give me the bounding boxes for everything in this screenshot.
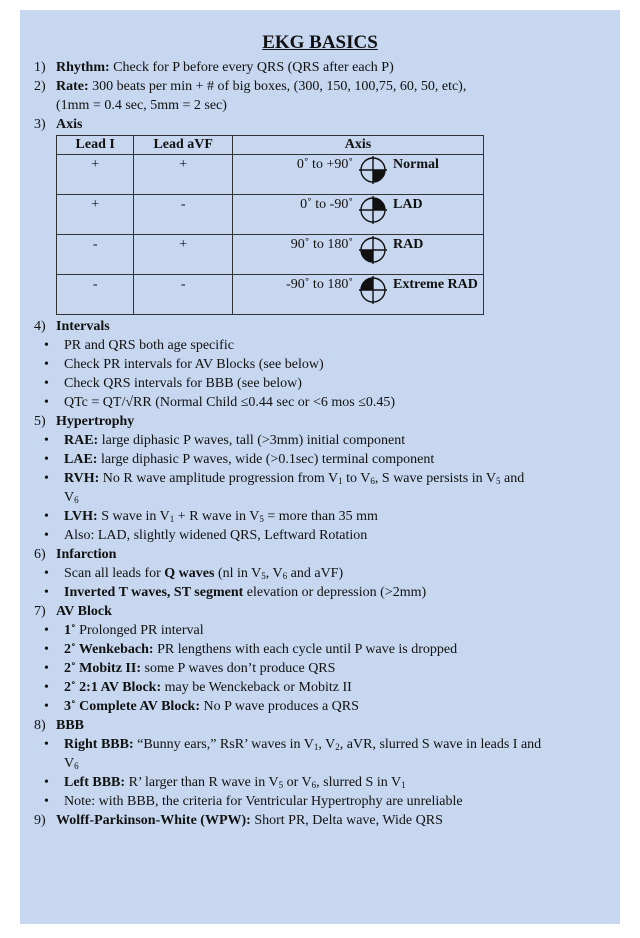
quadrant-icon: [359, 236, 387, 264]
lead-i-value: -: [57, 235, 134, 275]
list-item: [34, 564, 606, 583]
section-text: 300 beats per min + # of big boxes, (300, 150, 100,75, 60, 50, etc),: [88, 79, 467, 94]
axis-label: LAD: [393, 197, 423, 212]
item-text: , V: [265, 566, 283, 581]
subscript: 1: [401, 780, 406, 790]
list-item: [34, 621, 606, 640]
bullet: •: [44, 395, 49, 410]
axis-value: [233, 275, 484, 315]
item-label: Q waves: [164, 566, 215, 581]
axis-value: [233, 155, 484, 195]
item-text: + R wave in V: [174, 509, 260, 524]
subscript: 5: [495, 476, 501, 486]
item-label: 1˚: [64, 623, 76, 638]
lead-avf-value: +: [134, 155, 233, 195]
bullet: •: [44, 452, 49, 467]
header-axis: Axis: [233, 136, 484, 155]
subscript: 1: [169, 514, 175, 524]
header-lead-avf: Lead aVF: [134, 136, 233, 155]
list-item-also: [34, 526, 606, 545]
list-item-rvh: [34, 469, 606, 507]
axis-range: 90˚ to 180˚: [290, 237, 353, 252]
list-item: [34, 393, 606, 412]
axis-label: Extreme RAD: [393, 277, 478, 292]
subscript: 6: [370, 476, 375, 486]
item-text: some P waves don’t produce QRS: [141, 661, 336, 676]
bullet: •: [44, 737, 49, 752]
section-number: 9): [34, 813, 46, 828]
item-label: 2˚ 2:1 AV Block:: [64, 680, 162, 695]
item-text: , slurred S in V: [316, 775, 402, 790]
item-text: Also: LAD, slightly widened QRS, Leftward Rotation: [64, 528, 368, 543]
axis-row-normal: [57, 155, 484, 195]
item-text: S wave in V: [97, 509, 170, 524]
av-block-list: [34, 621, 606, 716]
intervals-list: [34, 336, 606, 412]
item-text: Note: with BBB, the criteria for Ventricular Hypertrophy are unreliable: [64, 794, 463, 809]
item-text: , S wave persists in V: [374, 471, 496, 486]
section-number: 4): [34, 319, 46, 334]
bullet: •: [44, 338, 49, 353]
bullet: •: [44, 376, 49, 391]
list-item: [34, 583, 606, 602]
section-heading: BBB: [56, 718, 85, 733]
lead-i-value: -: [57, 275, 134, 315]
section-heading: AV Block: [56, 604, 112, 619]
subscript: 2: [335, 742, 340, 752]
item-text: to V: [342, 471, 371, 486]
header-lead-i: Lead I: [57, 136, 134, 155]
item-text: No R wave amplitude progression from V: [99, 471, 339, 486]
section-number: 1): [34, 60, 46, 75]
item-label: 2˚ Wenkebach:: [64, 642, 154, 657]
subscript: 5: [259, 514, 264, 524]
item-text: and: [500, 471, 525, 486]
axis-value: [233, 195, 484, 235]
item-text: V: [64, 756, 75, 771]
subscript: 1: [313, 742, 319, 752]
item-label: RAE:: [64, 433, 99, 448]
section-number: 2): [34, 79, 46, 94]
list-item: [34, 678, 606, 697]
item-text: Check PR intervals for AV Blocks (see below): [64, 357, 324, 372]
list-item: [34, 697, 606, 716]
list-item-rae: [34, 431, 606, 450]
section-av-block: [34, 602, 606, 621]
bullet: •: [44, 585, 49, 600]
quadrant-icon: [359, 276, 387, 304]
lead-i-value: +: [57, 155, 134, 195]
item-text: PR lengthens with each cycle until P wave is dropped: [153, 642, 458, 657]
lead-i-value: +: [57, 195, 134, 235]
axis-range: 0˚ to -90˚: [300, 197, 353, 212]
item-label: Right BBB:: [64, 737, 134, 752]
axis-table-header: [57, 136, 484, 155]
section-wpw: [34, 811, 606, 830]
subscript: 6: [282, 571, 288, 581]
lead-avf-value: +: [134, 235, 233, 275]
item-text: , V: [318, 737, 336, 752]
bullet: •: [44, 699, 49, 714]
item-text: large diphasic P waves, tall (>3mm) initial component: [98, 433, 406, 448]
item-label: 3˚ Complete AV Block:: [64, 699, 200, 714]
axis-row-extreme-rad: [57, 275, 484, 315]
section-number: 7): [34, 604, 46, 619]
rate-continuation: (1mm = 0.4 sec, 5mm = 2 sec): [56, 98, 227, 113]
item-text: Scan all leads for: [64, 566, 165, 581]
item-label: Inverted T waves, ST segment: [64, 585, 244, 600]
bullet: •: [44, 661, 49, 676]
list-item-left-bbb: [34, 773, 606, 792]
lead-avf-value: -: [134, 195, 233, 235]
item-text: Check QRS intervals for BBB (see below): [64, 376, 302, 391]
section-hypertrophy: [34, 412, 606, 431]
subscript: 6: [74, 495, 79, 505]
section-heading: Hypertrophy: [56, 414, 135, 429]
item-text: V: [64, 490, 75, 505]
list-item: [34, 336, 606, 355]
list-item-right-bbb: [34, 735, 606, 773]
section-heading: Axis: [56, 117, 83, 132]
item-label: LVH:: [64, 509, 98, 524]
list-item: [34, 374, 606, 393]
subscript: 1: [338, 476, 343, 486]
item-text: and aVF): [287, 566, 344, 581]
list-item-note: [34, 792, 606, 811]
item-label: Left BBB:: [64, 775, 126, 790]
list-item-lvh: [34, 507, 606, 526]
axis-row-lad: [57, 195, 484, 235]
bullet: •: [44, 566, 49, 581]
item-text: may be Wenckeback or Mobitz II: [161, 680, 352, 695]
item-text: R’ larger than R wave in V: [125, 775, 279, 790]
subscript: 5: [278, 780, 284, 790]
section-heading: Infarction: [56, 547, 117, 562]
section-rhythm: [34, 58, 606, 77]
list-item-lae: [34, 450, 606, 469]
axis-label: RAD: [393, 237, 424, 252]
section-number: 6): [34, 547, 46, 562]
bullet: •: [44, 680, 49, 695]
hypertrophy-list: [34, 431, 606, 545]
item-text: PR and QRS both age specific: [64, 338, 234, 353]
item-text: QTc = QT/√RR (Normal Child ≤0.44 sec or <6 mos ≤0.45): [64, 395, 396, 410]
list-item: [34, 640, 606, 659]
item-text: or V: [283, 775, 312, 790]
section-number: 5): [34, 414, 46, 429]
bullet: •: [44, 775, 49, 790]
item-text: Prolonged PR interval: [75, 623, 204, 638]
infarction-list: [34, 564, 606, 602]
axis-range: -90˚ to 180˚: [286, 277, 353, 292]
quadrant-icon: [359, 196, 387, 224]
bbb-list: [34, 735, 606, 811]
bullet: •: [44, 433, 49, 448]
page-title: EKG BASICS: [262, 32, 378, 53]
section-heading: Intervals: [56, 319, 110, 334]
section-intervals: [34, 317, 606, 336]
bullet: •: [44, 623, 49, 638]
bullet: •: [44, 471, 49, 486]
section-axis: [34, 115, 606, 134]
item-label: RVH:: [64, 471, 100, 486]
section-text: Check for P before every QRS (QRS after each P): [109, 60, 394, 75]
subscript: 6: [74, 761, 79, 771]
subscript: 6: [311, 780, 317, 790]
axis-label: Normal: [393, 157, 439, 172]
quadrant-icon: [359, 156, 387, 184]
item-text: (nl in V: [214, 566, 262, 581]
item-text: large diphasic P waves, wide (>0.1sec) terminal component: [97, 452, 435, 467]
item-text: = more than 35 mm: [263, 509, 378, 524]
axis-range: 0˚ to +90˚: [296, 157, 353, 172]
axis-value: [233, 235, 484, 275]
subscript: 5: [261, 571, 266, 581]
section-heading: Rhythm:: [56, 60, 110, 75]
section-text: Short PR, Delta wave, Wide QRS: [250, 813, 443, 828]
bullet: •: [44, 357, 49, 372]
section-rate: [34, 77, 606, 96]
section-heading: Wolff-Parkinson-White (WPW):: [56, 813, 251, 828]
bullet: •: [44, 794, 49, 809]
bullet: •: [44, 528, 49, 543]
axis-table: [56, 135, 484, 315]
list-item: [34, 659, 606, 678]
section-bbb: [34, 716, 606, 735]
ekg-card: [20, 10, 620, 924]
axis-row-rad: [57, 235, 484, 275]
list-item: [34, 355, 606, 374]
item-text: elevation or depression (>2mm): [243, 585, 427, 600]
section-infarction: [34, 545, 606, 564]
section-heading: Rate:: [56, 79, 89, 94]
lead-avf-value: -: [134, 275, 233, 315]
item-text: No P wave produces a QRS: [199, 699, 359, 714]
item-text: “Bunny ears,” RsR’ waves in V: [133, 737, 314, 752]
bullet: •: [44, 642, 49, 657]
section-number: 8): [34, 718, 46, 733]
item-text: , aVR, slurred S wave in leads I and: [339, 737, 542, 752]
bullet: •: [44, 509, 49, 524]
section-number: 3): [34, 117, 46, 132]
item-label: 2˚ Mobitz II:: [64, 661, 141, 676]
item-label: LAE:: [64, 452, 98, 467]
